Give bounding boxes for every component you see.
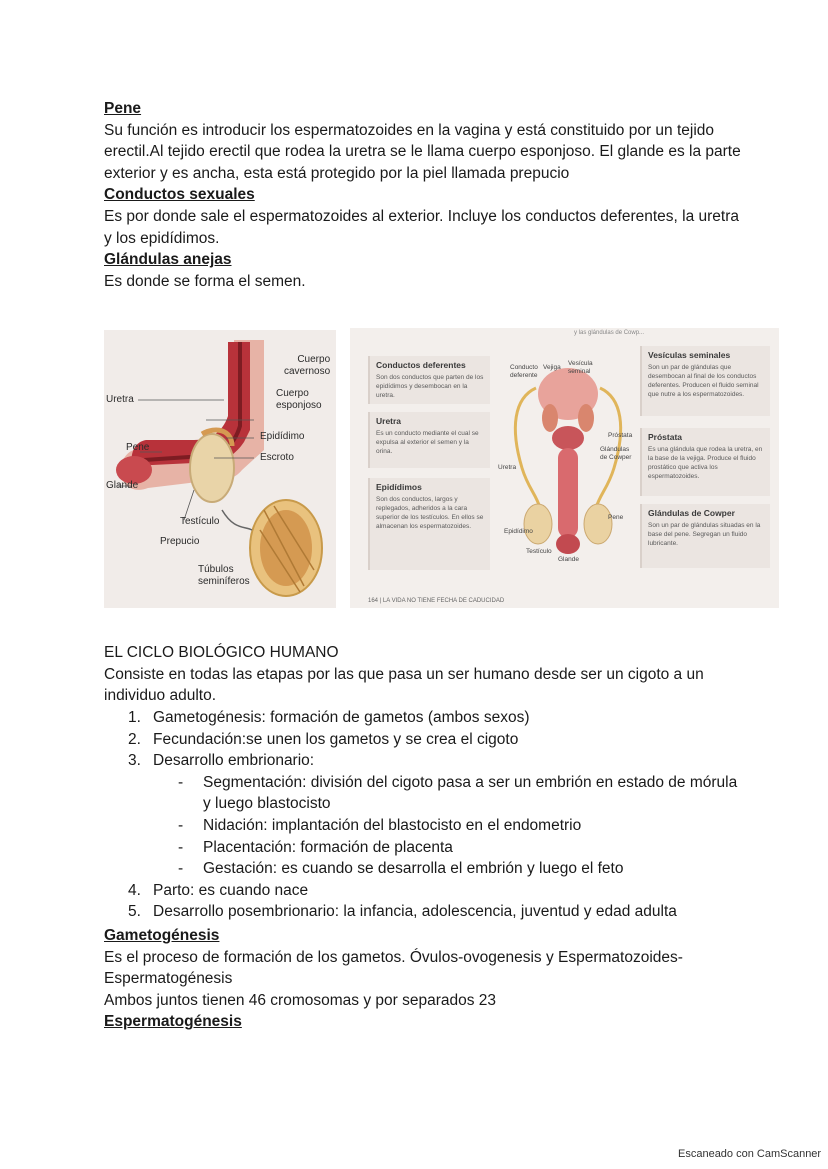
card-prostata-body: Es una glándula que rodea la uretra, en la base de la vejiga. Produce el fluido prostático que activa los espermatozoides.: [648, 446, 763, 480]
testis-right: [584, 504, 612, 544]
sub-dash-2: -: [178, 816, 184, 834]
section-title-ciclo-biologico: EL CICLO BIOLÓGICO HUMANO: [104, 644, 339, 661]
card-glandulas-cowper: [640, 504, 770, 568]
list-item-2: [104, 729, 744, 751]
scanner-watermark: Escaneado con CamScanner: [678, 1148, 822, 1160]
card-epididimos: [368, 478, 490, 570]
label2-uretra: Uretra: [498, 464, 517, 471]
paragraph-gametogenesis: Es el proceso de formación de los gametos. Óvulos-ovogenesis y Espermatozoides-Espermatogénesis: [104, 948, 683, 988]
list-number-1: 1.: [128, 709, 141, 726]
card-vesiculas-title: Vesículas seminales: [648, 350, 731, 360]
paragraph-ciclo-intro: Consiste en todas las etapas por las que pasa un ser humano desde ser un cigoto a un individuo adulto.: [104, 665, 704, 705]
heading-pene: Pene: [104, 100, 142, 117]
seminiferous-tubules-shape: [260, 510, 312, 586]
paragraph-cromosomas: Ambos juntos tienen 46 cromosomas y por separados 23: [104, 991, 497, 1009]
label-tubulos-seminiferos: Túbulos seminíferos: [198, 564, 250, 587]
paragraph-conductos-sexuales: Es por donde sale el espermatozoides al exterior. Incluye los conductos deferentes, la uretra y los epidídimos.: [104, 207, 740, 247]
list-item-3: [104, 750, 744, 772]
penis-shaft-shape: [558, 448, 578, 538]
heading-conductos-sexuales: Conductos sexuales: [104, 186, 255, 204]
card-uretra: [368, 412, 490, 468]
label-uretra: Uretra: [106, 394, 134, 405]
list-item-5: [104, 901, 744, 923]
list-number-2: 2.: [128, 730, 141, 748]
glans-shape-2: [556, 534, 580, 554]
life-cycle-list: [104, 707, 744, 923]
list-number-3: 3.: [128, 752, 141, 770]
label-escroto: Escroto: [260, 452, 294, 463]
list-text-3: Desarrollo embrionario:: [153, 752, 315, 770]
label-cuerpo-esponjoso: Cuerpo esponjoso: [276, 388, 322, 411]
label2-pene: Pene: [608, 514, 624, 521]
label2-conducto-deferente: Conducto deferente: [510, 364, 538, 379]
figure-penis-anatomy: [104, 330, 336, 608]
sub-dash-3: -: [178, 838, 184, 856]
heading-gametogenesis: Gametogénesis: [104, 927, 220, 944]
label2-glande: Glande: [558, 556, 579, 563]
card-vesiculas-seminales: [640, 346, 770, 416]
card-uretra-title: Uretra: [376, 416, 402, 426]
label2-prostata: Próstata: [608, 432, 633, 439]
figure-male-reproductive-system: [350, 328, 779, 608]
paragraph-glandulas-anejas: Es donde se forma el semen.: [104, 272, 306, 290]
section-gametogenesis: [104, 925, 744, 1033]
textbook-page-number: 164 | LA VIDA NO TIENE FECHA DE CADUCIDAD: [368, 598, 505, 604]
card-vesiculas-body: Son un par de glándulas que desembocan al final de los conductos deferentes. Producen el fluido seminal que nutre a los espermatozoides.: [648, 364, 759, 398]
label2-epididimo: Epidídimo: [504, 528, 533, 535]
label-epididimo: Epidídimo: [260, 431, 305, 442]
sub-text-3: Placentación: formación de placenta: [203, 838, 453, 856]
list-text-5: Desarrollo posembrionario: la infancia, adolescencia, juventud y edad adulta: [153, 903, 677, 921]
list-item-1: [104, 707, 744, 729]
card-cowper-title: Glándulas de Cowper: [648, 508, 735, 518]
label2-glandulas-cowper: Glándulas de Cowper: [600, 446, 632, 461]
section-reproductive-organs: [104, 98, 744, 292]
reproductive-system-illustration: [500, 358, 636, 578]
sub-text-1: Segmentación: división del cigoto pasa a ser un embrión en estado de mórula y luego blastocisto: [203, 773, 738, 813]
list-text-2: Fecundación:se unen los gametos y se crea el cigoto: [153, 730, 519, 748]
heading-espermatogenesis: Espermatogénesis: [104, 1013, 242, 1031]
section-human-life-cycle: [104, 642, 744, 707]
list-item-4: [104, 880, 744, 902]
sub-text-4: Gestación: es cuando se desarrolla el embrión y luego el feto: [203, 860, 624, 878]
sub-dash-4: -: [178, 860, 184, 878]
sub-item-segmentacion: [104, 772, 744, 815]
card-conductos-title: Conductos deferentes: [376, 360, 466, 370]
card-epididimos-body: Son dos conductos, largos y replegados, adheridos a la cara superior de los testículos. En ellos se almacenan los espermatozoides.: [376, 496, 484, 530]
label-glande: Glande: [106, 480, 139, 491]
vas-deferens-left: [515, 388, 540, 508]
label-pene: Pene: [126, 442, 150, 453]
list-text-4: Parto: es cuando nace: [153, 881, 309, 899]
label2-testiculo: Testículo: [526, 548, 552, 555]
card-prostata-title: Próstata: [648, 432, 683, 442]
sub-text-2: Nidación: implantación del blastocisto en el endometrio: [203, 816, 582, 834]
sub-dash-1: -: [178, 773, 184, 791]
figure2-top-text: y las glándulas de Cowp...: [574, 330, 645, 336]
card-cowper-body: Son un par de glándulas situadas en la base del pene. Segregan un fluido lubricante.: [648, 522, 761, 547]
testis-shape: [190, 434, 234, 502]
sub-item-placentacion: [104, 837, 744, 859]
paragraph-pene: Su función es introducir los espermatozoides en la vagina y está constituido por un tejido erectil.Al tejido erectil que rodea la uretra se le llama cuerpo esponjoso. El glande es la parte exterior y es ancha, esta está protegido por la piel llamada prepucio: [104, 121, 741, 182]
card-conductos-deferentes: [368, 356, 490, 404]
testis-left: [524, 504, 552, 544]
label-cuerpo-cavernoso: Cuerpo cavernoso: [284, 354, 331, 377]
list-number-5: 5.: [128, 903, 141, 921]
prostate-shape: [552, 426, 584, 450]
sub-item-nidacion: [104, 815, 744, 837]
sub-item-gestacion: [104, 858, 744, 880]
label2-vejiga: Vejiga: [543, 364, 561, 371]
list-text-1: Gametogénesis: formación de gametos (ambos sexos): [153, 709, 530, 726]
card-epididimos-title: Epidídimos: [376, 482, 422, 492]
label-testiculo: Testículo: [180, 516, 220, 527]
list-number-4: 4.: [128, 881, 141, 899]
seminal-vesicle-left: [542, 404, 558, 432]
heading-glandulas-anejas: Glándulas anejas: [104, 251, 232, 269]
card-uretra-body: Es un conducto mediante el cual se expulsa al exterior el semen y la orina.: [376, 430, 479, 455]
seminal-vesicle-right: [578, 404, 594, 432]
zoom-arrow: [222, 510, 252, 530]
card-prostata: [640, 428, 770, 496]
label2-vesicula-seminal: Vesícula seminal: [568, 360, 593, 375]
label-prepucio: Prepucio: [160, 536, 200, 547]
card-conductos-body: Son dos conductos que parten de los epidídimos y desembocan en la uretra.: [376, 374, 484, 399]
